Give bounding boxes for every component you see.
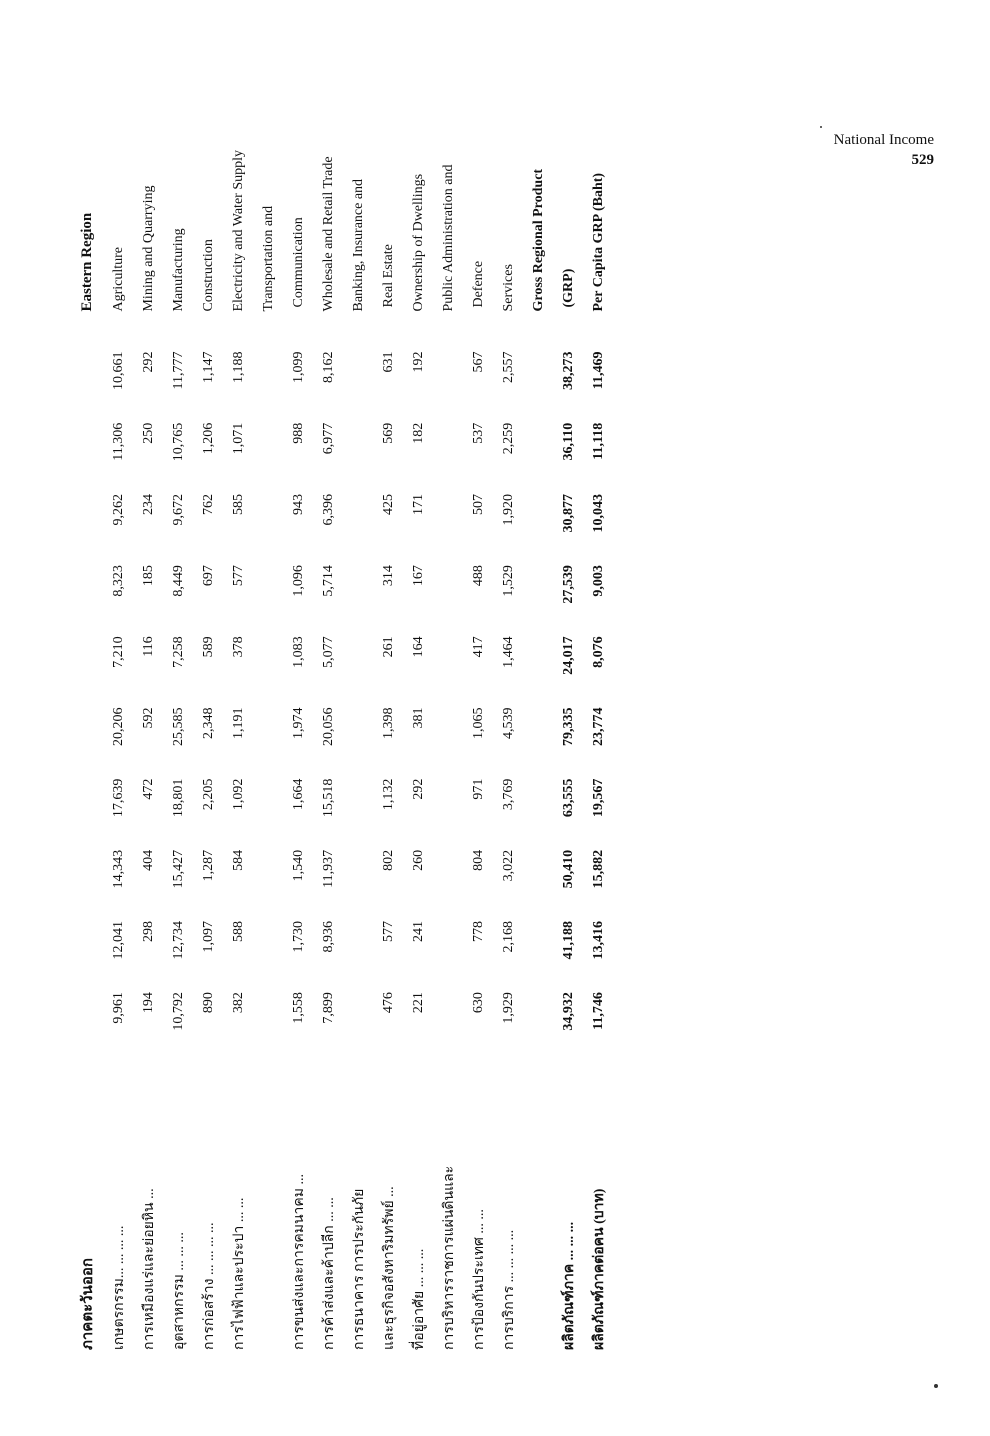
- table-cell: 221: [411, 992, 426, 1014]
- table-cell: 1,730: [291, 921, 306, 953]
- row-label-english: Defence: [471, 260, 486, 308]
- table-cell: 476: [381, 992, 396, 1014]
- table-cell: 41,188: [561, 921, 576, 960]
- row-label-thai: และธุรกิจอสังหาริมทรัพย์ ...: [382, 1186, 397, 1350]
- table-cell: 1,188: [231, 351, 246, 384]
- table-cell: 1,099: [291, 351, 306, 384]
- table-cell: [254, 610, 284, 681]
- table-cell: [254, 824, 284, 895]
- table-cell: 116: [141, 636, 156, 657]
- table-cell: 298: [141, 921, 156, 942]
- table-cell: 577: [381, 921, 396, 942]
- table-body: [70, 150, 614, 1350]
- table-row: [404, 150, 434, 1350]
- table-cell: 988: [291, 422, 306, 444]
- row-label-thai: [524, 1037, 554, 1350]
- table-cell: 185: [141, 565, 156, 587]
- table-cell: [254, 539, 284, 610]
- table-cell: 588: [231, 921, 246, 942]
- row-label-thai: การธนาคาร การประกันภัย: [352, 1188, 367, 1350]
- eastern-region-table: [70, 150, 614, 1350]
- table-cell: 6,977: [321, 422, 336, 455]
- table-cell: 13,416: [591, 921, 606, 960]
- table-title-row: [70, 150, 104, 1350]
- table-cell: 194: [141, 992, 156, 1014]
- row-label-thai: การขนส่งและการคมนาคม ...: [292, 1174, 307, 1350]
- table-cell: 19,567: [591, 778, 606, 818]
- row-label-english: Communication: [291, 217, 306, 308]
- table-cell: [254, 753, 284, 824]
- table-cell: 584: [231, 849, 246, 871]
- row-label-thai: การค้าส่งและค้าปลีก ... ...: [322, 1197, 337, 1350]
- row-label-english: Services: [501, 264, 516, 312]
- table-cell: 5,714: [321, 565, 336, 597]
- row-label-english: Transportation and: [261, 205, 276, 312]
- table-cell: 1,191: [231, 707, 246, 739]
- table-cell: 15,427: [171, 849, 186, 889]
- table-cell: 569: [381, 422, 396, 444]
- table-cell: 12,041: [111, 921, 126, 960]
- table-cell: 11,777: [171, 351, 186, 390]
- table-cell: 20,206: [111, 707, 126, 746]
- table-cell: [434, 326, 464, 397]
- table-cell: 381: [411, 707, 426, 729]
- table-cell: 585: [231, 493, 246, 515]
- table-cell: [344, 326, 374, 397]
- table-row: [134, 150, 164, 1350]
- table-cell: 9,961: [111, 992, 126, 1024]
- english-title: Eastern Region: [78, 212, 95, 312]
- row-label-thai: ผลิตภัณฑ์ภาค ... ... ...: [562, 1221, 577, 1350]
- table-cell: 417: [471, 636, 486, 658]
- row-label-thai: การก่อสร้าง ... ... ... ...: [202, 1222, 217, 1350]
- table-cell: [434, 895, 464, 966]
- table-row: [524, 150, 554, 1350]
- table-cell: 1,132: [381, 778, 396, 811]
- table-cell: 567: [471, 351, 486, 373]
- table-cell: 802: [381, 849, 396, 871]
- table-cell: 15,882: [591, 849, 606, 889]
- table-cell: 1,147: [201, 351, 216, 384]
- table-cell: 1,071: [231, 422, 246, 455]
- row-label-english: Manufacturing: [171, 228, 186, 312]
- row-label-english: Mining and Quarrying: [141, 185, 156, 312]
- table-cell: 1,096: [291, 565, 306, 597]
- table-row: [374, 150, 404, 1350]
- speck-mark: [934, 1384, 938, 1388]
- table-cell: 36,110: [561, 422, 576, 461]
- title-spacer: [70, 326, 104, 1038]
- table-row: [194, 150, 224, 1350]
- table-cell: 1,083: [291, 636, 306, 668]
- table-cell: [254, 326, 284, 397]
- page-number: 529: [911, 152, 934, 168]
- table-cell: [254, 966, 284, 1037]
- table-cell: 697: [201, 565, 216, 587]
- table-cell: [434, 966, 464, 1037]
- table-row: [464, 150, 494, 1350]
- row-label-english: Agriculture: [111, 246, 126, 312]
- table-row: [254, 150, 284, 1350]
- row-label-thai: ที่อยู่อาศัย ... ... ...: [412, 1248, 427, 1350]
- row-label-thai: การป้องกันประเทศ ... ...: [472, 1209, 487, 1350]
- table-cell: [524, 610, 554, 681]
- table-cell: 8,076: [591, 636, 606, 668]
- table-row: [494, 150, 524, 1350]
- table-row: [584, 150, 614, 1350]
- table-cell: 10,765: [171, 422, 186, 462]
- row-label-english: Real Estate: [381, 244, 396, 308]
- running-title: National Income: [833, 132, 934, 148]
- table-cell: 11,469: [591, 351, 606, 390]
- table-cell: 2,348: [201, 707, 216, 739]
- rotated-table-container: [70, 150, 640, 1350]
- table-cell: 25,585: [171, 707, 186, 746]
- row-label-english: Gross Regional Product: [531, 168, 546, 312]
- table-cell: [434, 753, 464, 824]
- table-cell: 5,077: [321, 636, 336, 668]
- table-cell: 943: [291, 493, 306, 515]
- table-cell: 631: [381, 351, 396, 373]
- table-cell: 182: [411, 422, 426, 444]
- table-cell: 1,920: [501, 493, 516, 526]
- table-cell: 34,932: [561, 992, 576, 1031]
- table-cell: 164: [411, 636, 426, 658]
- table-cell: 8,162: [321, 351, 336, 384]
- table-cell: 261: [381, 636, 396, 658]
- table-cell: [254, 895, 284, 966]
- table-cell: 79,335: [561, 707, 576, 746]
- table-cell: [434, 610, 464, 681]
- row-label-english: Wholesale and Retail Trade: [321, 156, 336, 312]
- table-cell: [254, 681, 284, 752]
- table-cell: 1,097: [201, 921, 216, 953]
- table-cell: 9,672: [171, 493, 186, 526]
- table-cell: 7,210: [111, 636, 126, 668]
- row-label-english: Construction: [201, 239, 216, 312]
- table-cell: 1,558: [291, 992, 306, 1024]
- row-label-thai: [254, 1037, 284, 1350]
- table-cell: 1,065: [471, 707, 486, 739]
- table-cell: 24,017: [561, 636, 576, 675]
- table-row: [284, 150, 314, 1350]
- table-cell: 589: [201, 636, 216, 658]
- table-cell: 890: [201, 992, 216, 1014]
- table-cell: [344, 895, 374, 966]
- row-label-english: Banking, Insurance and: [351, 178, 366, 312]
- table-cell: 488: [471, 565, 486, 587]
- table-cell: 6,396: [321, 493, 336, 526]
- speck-mark: [820, 126, 822, 128]
- table-cell: 1,529: [501, 565, 516, 597]
- table-cell: [434, 824, 464, 895]
- row-label-thai: ผลิตภัณฑ์ภาคต่อคน (บาท): [592, 1188, 607, 1350]
- table-cell: 8,323: [111, 565, 126, 597]
- row-label-thai: เกษตรกรรม... ... ... ...: [112, 1225, 127, 1350]
- table-cell: 7,899: [321, 992, 336, 1024]
- table-cell: 378: [231, 636, 246, 658]
- table-cell: 630: [471, 992, 486, 1014]
- table-row: [104, 150, 134, 1350]
- table-cell: [254, 468, 284, 539]
- table-cell: 8,936: [321, 921, 336, 953]
- row-label-english: Ownership of Dwellings: [411, 173, 426, 312]
- table-cell: 1,929: [501, 992, 516, 1024]
- table-cell: 38,273: [561, 351, 576, 391]
- table-cell: 425: [381, 493, 396, 515]
- table-cell: 592: [141, 707, 156, 729]
- table-cell: 507: [471, 493, 486, 515]
- table-cell: 23,774: [591, 707, 606, 746]
- table-row: [554, 150, 584, 1350]
- table-row: [314, 150, 344, 1350]
- row-label-thai: การบริการ ... ... ... ...: [502, 1229, 517, 1350]
- table-cell: 2,557: [501, 351, 516, 384]
- table-cell: [434, 468, 464, 539]
- table-cell: 1,092: [231, 778, 246, 811]
- table-cell: 762: [201, 493, 216, 515]
- table-cell: [434, 681, 464, 752]
- table-cell: 3,769: [501, 778, 516, 811]
- table-cell: 50,410: [561, 849, 576, 889]
- table-cell: 971: [471, 778, 486, 800]
- table-cell: 11,306: [111, 422, 126, 461]
- table-cell: 11,937: [321, 849, 336, 888]
- table-cell: 4,539: [501, 707, 516, 739]
- table-cell: 11,746: [591, 992, 606, 1030]
- table-cell: 171: [411, 493, 426, 515]
- table-cell: 804: [471, 849, 486, 871]
- table-cell: 9,262: [111, 493, 126, 526]
- table-cell: 12,734: [171, 921, 186, 960]
- table-cell: [434, 397, 464, 468]
- table-cell: [524, 397, 554, 468]
- table-cell: [524, 681, 554, 752]
- table-cell: 30,877: [561, 493, 576, 533]
- row-label-thai: การไฟฟ้าและประปา ... ...: [232, 1197, 247, 1350]
- table-cell: 10,043: [591, 493, 606, 533]
- table-cell: 292: [141, 351, 156, 373]
- table-cell: 241: [411, 921, 426, 942]
- table-cell: 778: [471, 921, 486, 942]
- table-cell: [344, 966, 374, 1037]
- table-cell: 1,464: [501, 636, 516, 668]
- table-row: [164, 150, 194, 1350]
- table-cell: [524, 468, 554, 539]
- table-cell: 260: [411, 849, 426, 871]
- row-label-thai: การเหมืองแร่และย่อยหิน ...: [142, 1188, 157, 1350]
- row-label-english: (GRP): [561, 268, 576, 308]
- table-cell: 15,518: [321, 778, 336, 818]
- table-cell: 1,664: [291, 778, 306, 811]
- table-cell: [524, 753, 554, 824]
- table-cell: 472: [141, 778, 156, 800]
- table-cell: 11,118: [591, 422, 606, 460]
- table-cell: 1,974: [291, 707, 306, 739]
- table-cell: 1,206: [201, 422, 216, 455]
- table-cell: [524, 966, 554, 1037]
- table-cell: 9,003: [591, 565, 606, 597]
- table-cell: 27,539: [561, 565, 576, 604]
- table-cell: 3,022: [501, 849, 516, 882]
- table-cell: 404: [141, 849, 156, 871]
- table-cell: 8,449: [171, 565, 186, 597]
- table-cell: 192: [411, 351, 426, 373]
- table-row: [224, 150, 254, 1350]
- table-cell: [344, 753, 374, 824]
- row-label-thai: อุตสาหกรรม ... ... ...: [172, 1232, 187, 1350]
- table-cell: 2,259: [501, 422, 516, 455]
- table-cell: 1,287: [201, 849, 216, 882]
- table-cell: 1,398: [381, 707, 396, 739]
- table-cell: 10,661: [111, 351, 126, 391]
- table-cell: 577: [231, 565, 246, 587]
- table-cell: [524, 326, 554, 397]
- table-cell: 63,555: [561, 778, 576, 818]
- table-cell: 314: [381, 565, 396, 587]
- table-cell: 18,801: [171, 778, 186, 818]
- table-cell: [524, 895, 554, 966]
- table-cell: 2,168: [501, 921, 516, 953]
- row-label-english: Public Administration and: [441, 164, 456, 312]
- page-header: [834, 130, 934, 170]
- table-cell: [344, 397, 374, 468]
- row-label-thai: การบริหารราชการแผ่นดินและ: [442, 1165, 457, 1350]
- table-cell: 167: [411, 565, 426, 587]
- table-cell: [344, 681, 374, 752]
- row-label-english: Per Capita GRP (Baht): [591, 172, 606, 312]
- table-cell: 234: [141, 493, 156, 515]
- table-row: [434, 150, 464, 1350]
- table-cell: [344, 539, 374, 610]
- table-cell: 17,639: [111, 778, 126, 818]
- table-cell: [524, 539, 554, 610]
- table-cell: 20,056: [321, 707, 336, 746]
- table-cell: 537: [471, 422, 486, 444]
- table-cell: 14,343: [111, 849, 126, 889]
- table-cell: 7,258: [171, 636, 186, 668]
- table-cell: 10,792: [171, 992, 186, 1031]
- table-cell: [254, 397, 284, 468]
- table-cell: 2,205: [201, 778, 216, 811]
- table-row: [344, 150, 374, 1350]
- row-label-english: Electricity and Water Supply: [231, 150, 246, 312]
- table-cell: 382: [231, 992, 246, 1014]
- table-cell: 1,540: [291, 849, 306, 882]
- table-cell: [524, 824, 554, 895]
- table-cell: [344, 824, 374, 895]
- table-cell: [344, 468, 374, 539]
- thai-title: ภาคตะวันออก: [80, 1258, 96, 1350]
- table-cell: 292: [411, 778, 426, 800]
- table-cell: [344, 610, 374, 681]
- table-cell: [434, 539, 464, 610]
- table-cell: 250: [141, 422, 156, 444]
